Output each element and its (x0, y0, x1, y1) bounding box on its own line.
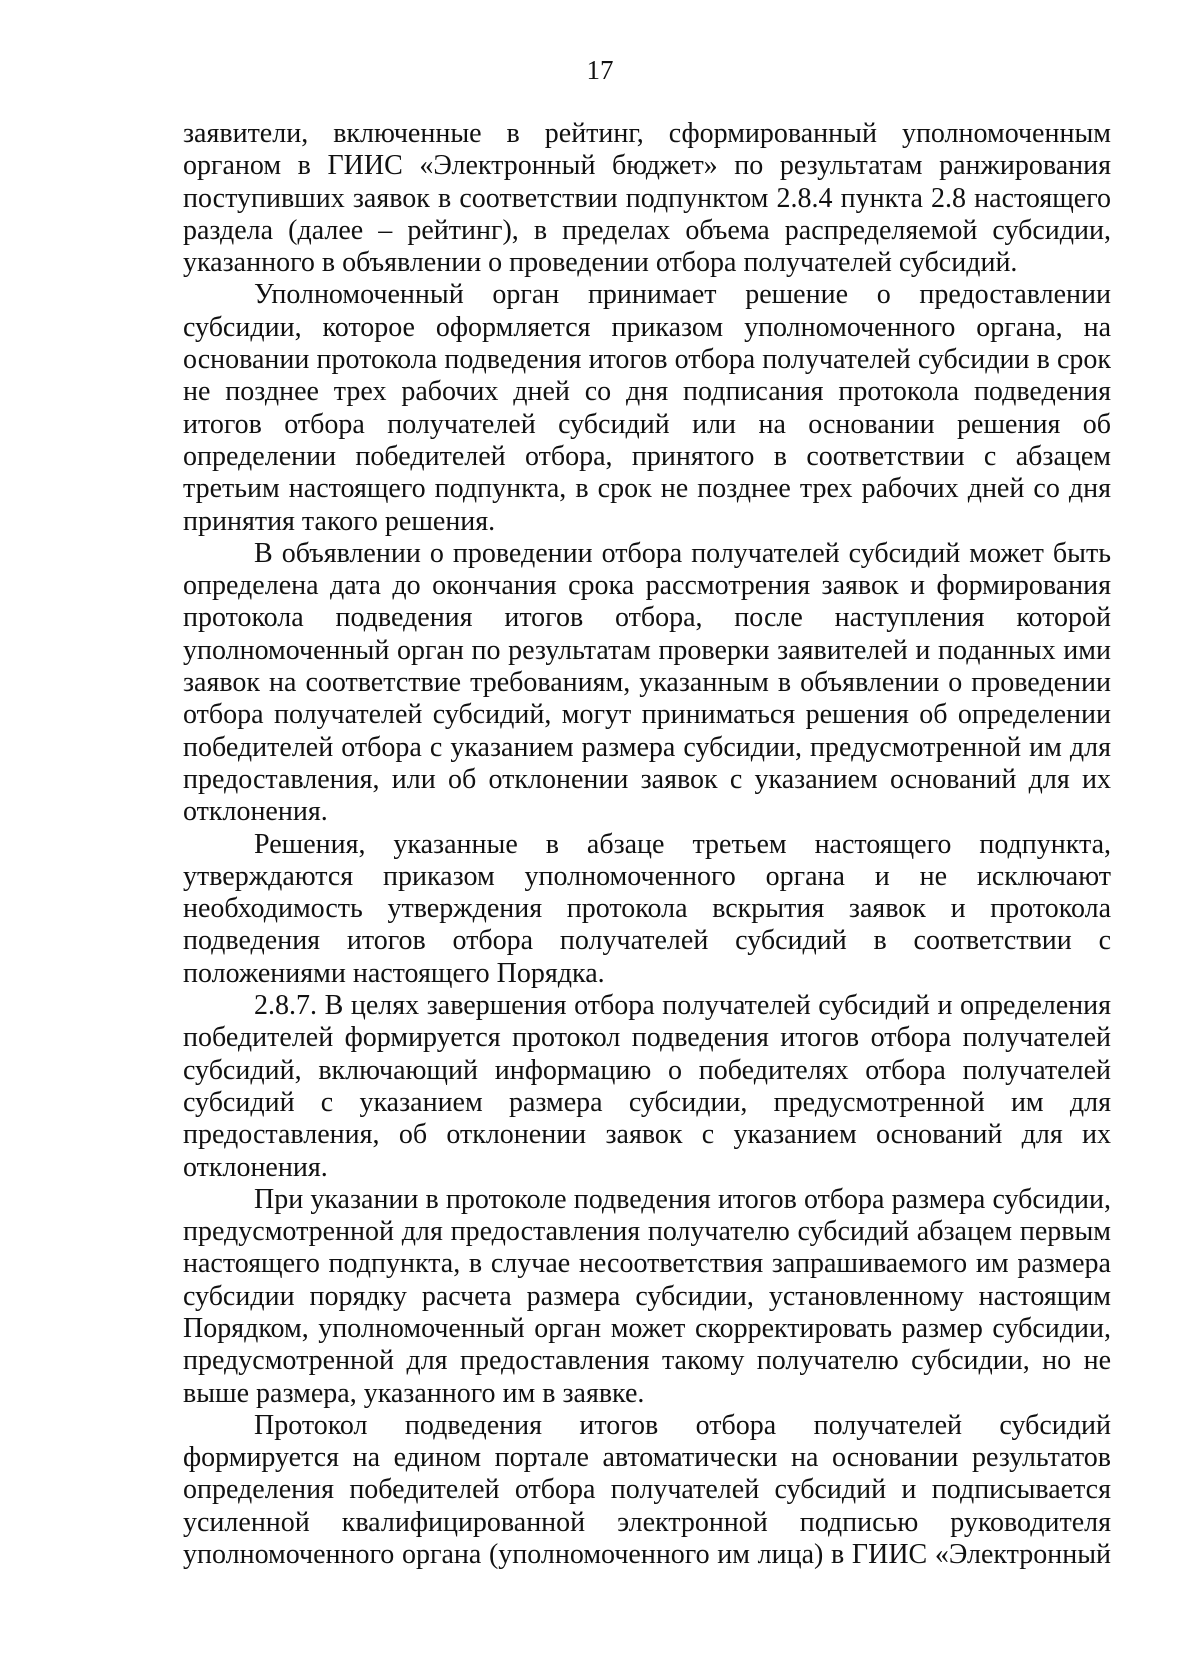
paragraph-protocol-formation: Протокол подведения итогов отбора получателей субсидий формируется на едином портале автоматически на основании результатов определения победителей отбора получателей субсидий и подписывается усиленной квалифицированной электронной подписью руководителя уполномоченного органа (уполномоченного им лица) в ГИИС «Электронный (183, 1409, 1111, 1571)
paragraph-announcement-date: В объявлении о проведении отбора получателей субсидий может быть определена дата до окончания срока рассмотрения заявок и формирования протокола подведения итогов отбора, после наступления которой уполномоченный орган по результатам проверки заявителей и поданных ими заявок на соответствие требованиям, указанным в объявлении о проведении отбора получателей субсидий, могут приниматься решения об определении победителей отбора с указанием размера субсидии, предусмотренной им для предоставления, или об отклонении заявок с указанием оснований для их отклонения. (183, 537, 1111, 828)
paragraph-continuation: заявители, включенные в рейтинг, сформированный уполномоченным органом в ГИИС «Электронный бюджет» по результатам ранжирования поступивших заявок в соответствии подпунктом 2.8.4 пункта 2.8 настоящего раздела (далее – рейтинг), в пределах объема распределяемой субсидии, указанного в объявлении о проведении отбора получателей субсидий. (183, 118, 1111, 279)
paragraph-decision: Уполномоченный орган принимает решение о предоставлении субсидии, которое оформляется приказом уполномоченного органа, на основании протокола подведения итогов отбора получателей субсидии в срок не позднее трех рабочих дней со дня подписания протокола подведения итогов отбора получателей субсидий или на основании решения об определении победителей отбора, принятого в соответствии с абзацем третьим настоящего подпункта, в срок не позднее трех рабочих дней со дня принятия такого решения. (183, 279, 1111, 537)
document-body (183, 118, 1111, 1571)
paragraph-subsidy-correction: При указании в протоколе подведения итогов отбора размера субсидии, предусмотренной для предоставления получателю субсидий абзацем первым настоящего подпункта, в случае несоответствия запрашиваемого им размера субсидии порядку расчета размера субсидии, установленному настоящим Порядком, уполномоченный орган может скорректировать размер субсидии, предусмотренной для предоставления такому получателю субсидии, но не выше размера, указанного им в заявке. (183, 1183, 1111, 1409)
page-number: 17 (586, 55, 614, 85)
paragraph-decisions-approval: Решения, указанные в абзаце третьем настоящего подпункта, утверждаются приказом уполномоченного органа и не исключают необходимость утверждения протокола вскрытия заявок и протокола подведения итогов отбора получателей субсидий в соответствии с положениями настоящего Порядка. (183, 828, 1111, 989)
paragraph-section-2-8-7: 2.8.7. В целях завершения отбора получателей субсидий и определения победителей формируется протокол подведения итогов отбора получателей субсидий, включающий информацию о победителях отбора получателей субсидий с указанием размера субсидии, предусмотренной им для предоставления, об отклонении заявок с указанием оснований для их отклонения. (183, 990, 1111, 1183)
